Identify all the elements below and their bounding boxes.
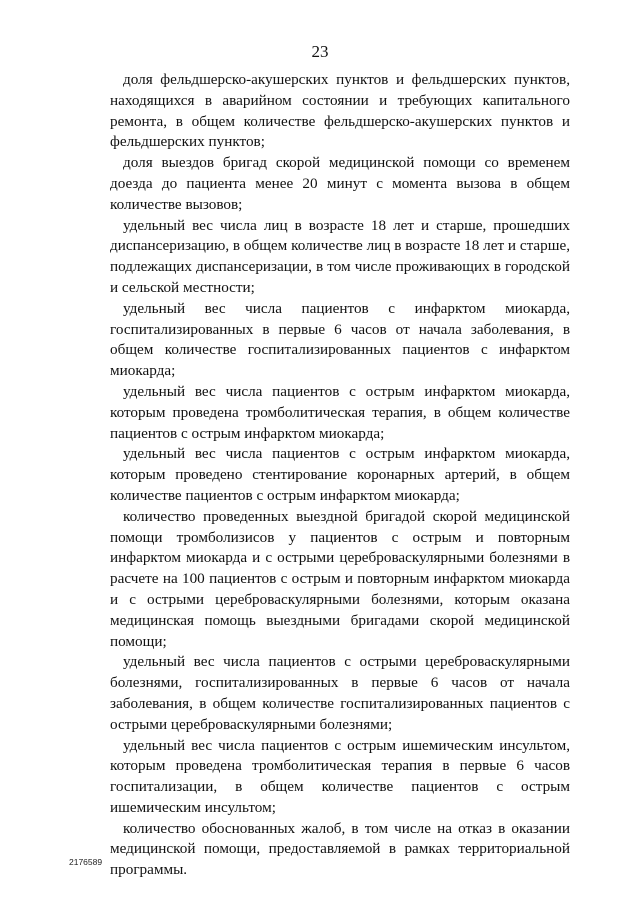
paragraph-fap-share: доля фельдшерско-акушерских пунктов и фельдшерских пунктов, находящихся в аварийном состоянии и требующих капитального ремонта, в общем количестве фельдшерско-акушерских пунктов и фельдшерских пунктов; (110, 71, 570, 151)
paragraph-ischemic-stroke: удельный вес числа пациентов с острым ишемическим инсультом, которым проведена тромболитическая терапия в первые 6 часов госпитализации, в общем количестве пациентов с острым ишемическим инсультом; (110, 736, 570, 816)
page-number: 23 (311, 42, 329, 61)
document-code: 2176589 (69, 857, 103, 867)
paragraph-stenting: удельный вес числа пациентов с острым инфарктом миокарда, которым проведено стентирование коронарных артерий, в общем количестве пациентов с острым инфарктом миокарда; (110, 445, 570, 504)
paragraph-thrombolytic-therapy: удельный вес числа пациентов с острым инфарктом миокарда, которым проведена тромболитическая терапия, в общем количестве пациентов с острым инфарктом миокарда; (110, 382, 570, 442)
paragraph-thrombolysis-count: количество проведенных выездной бригадой скорой медицинской помощи тромболизисов у пациентов с острым и повторным инфарктом миокарда и с острыми цереброваскулярными болезнями в расчете на 100 пациентов с острым и повторным инфарктом миокарда и с острыми цереброваскулярными болезнями, которым оказана медицинская помощь выездными бригадами скорой медицинской помощи; (110, 507, 570, 650)
paragraph-dispensarization: удельный вес числа лиц в возрасте 18 лет и старше, прошедших диспансеризацию, в общем количестве лиц в возрасте 18 лет и старше, подлежащих диспансеризации, в том числе проживающих в городской и сельской местности; (110, 216, 570, 296)
document-body (110, 70, 570, 881)
paragraph-complaints: количество обоснованных жалоб, в том числе на отказ в оказании медицинской помощи, предоставляемой в рамках территориальной программы. (110, 819, 570, 879)
paragraph-cerebrovascular: удельный вес числа пациентов с острыми цереброваскулярными болезнями, госпитализированных в первые 6 часов от начала заболевания, в общем количестве госпитализированных пациентов с острыми цереброваскулярными болезнями; (110, 653, 570, 733)
paragraph-ambulance-response: доля выездов бригад скорой медицинской помощи со временем доезда до пациента менее 20 минут с момента вызова в общем количестве вызовов; (110, 154, 570, 213)
paragraph-infarction-hospitalized: удельный вес числа пациентов с инфарктом миокарда, госпитализированных в первые 6 часов от начала заболевания, в общем количестве госпитализированных пациентов с инфарктом миокарда; (110, 299, 570, 380)
